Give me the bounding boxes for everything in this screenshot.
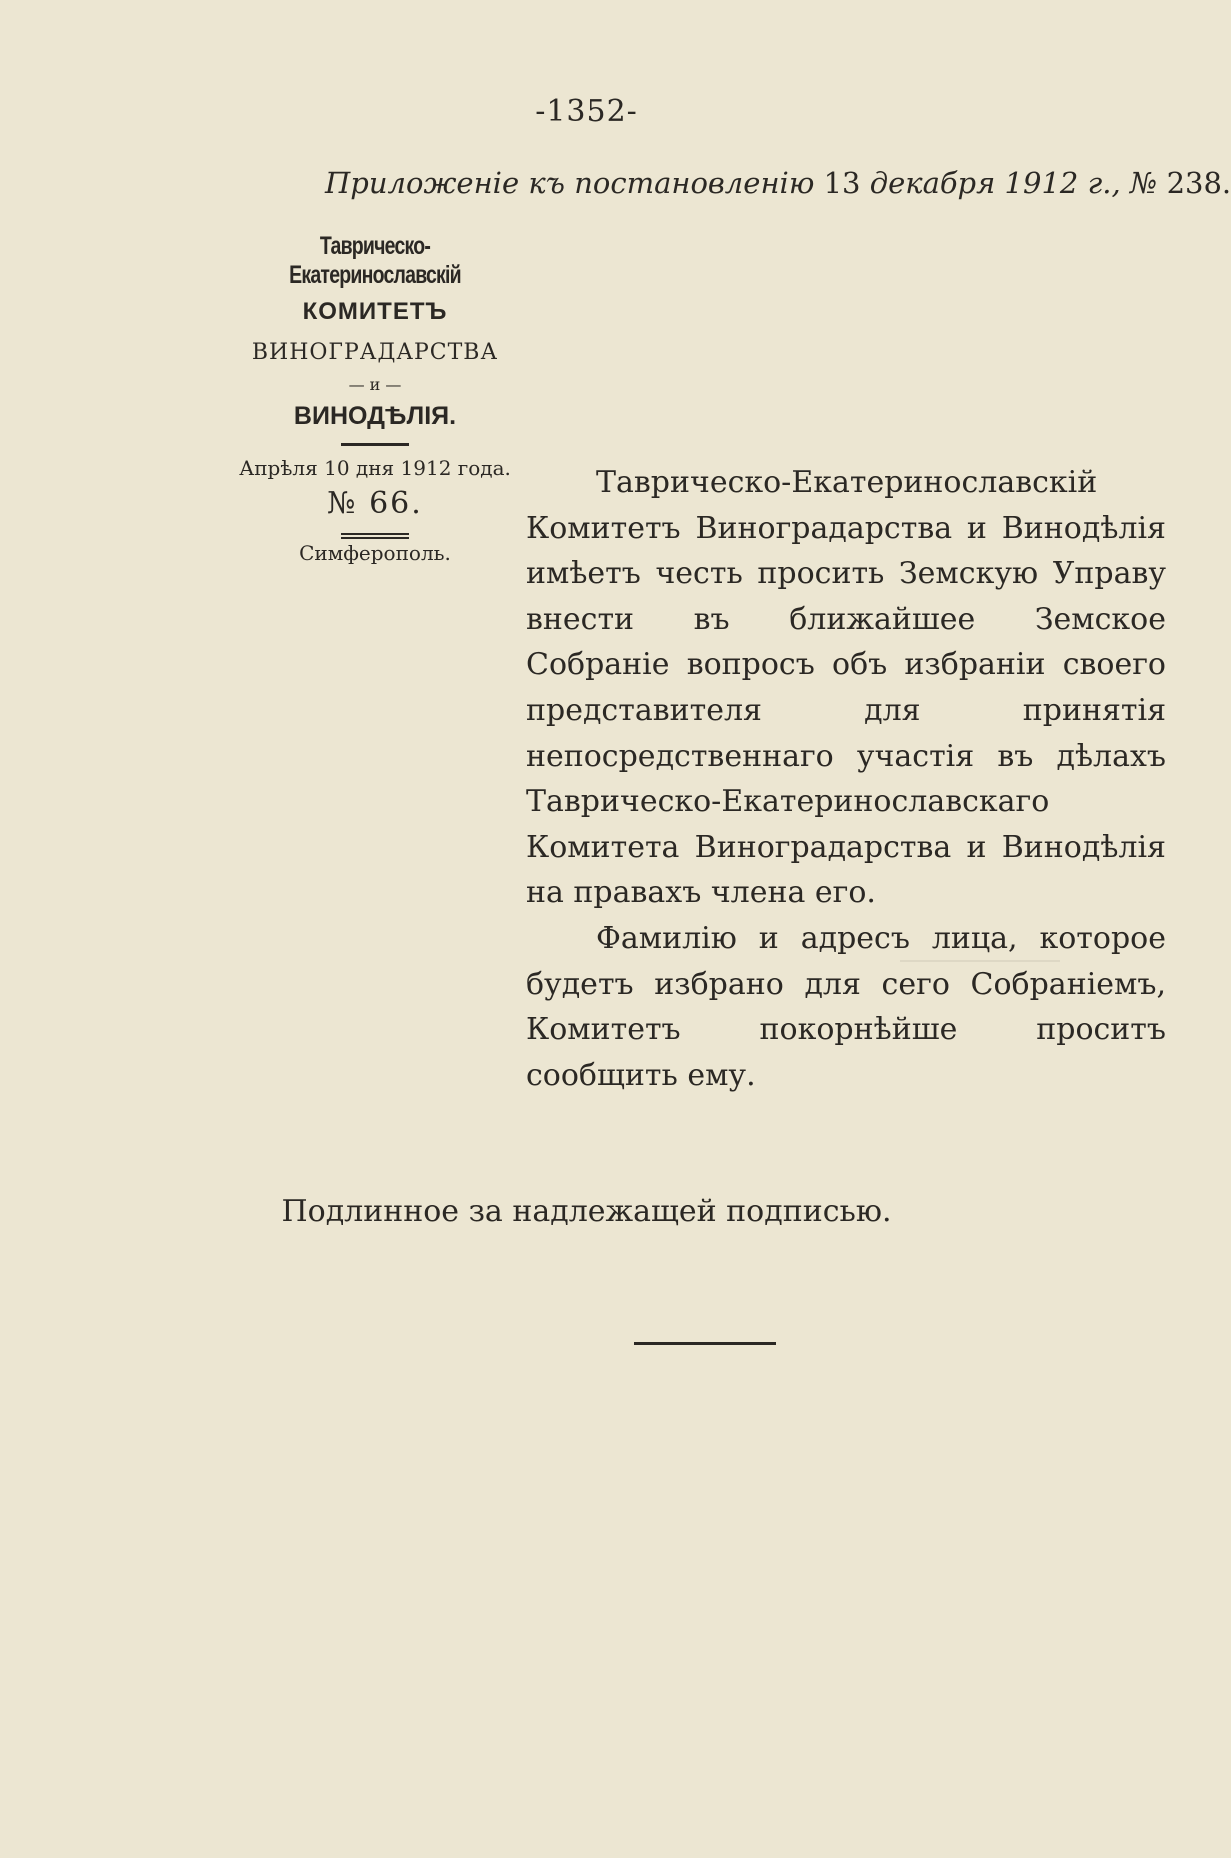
body-paragraph-1: Таврическо-Екатеринославскій Комитетъ Виноградарства и Винодѣлія имѣетъ честь просить Земскую Управу внести въ ближайшее Земское Собраніе вопросъ объ избраніи своего представителя для принятія непосредственнаго участія въ дѣлахъ Таврическо-Екатеринославскаго Комитета Виноградарства и Винодѣлія на правахъ члена его.: [526, 465, 1166, 911]
sender-line5: ВИНОДѢЛІЯ.: [293, 402, 457, 430]
sender-number: № 66.: [327, 486, 423, 521]
page-number: -1352-: [535, 94, 638, 129]
appendix-prefix: Приложеніе къ постановленію: [325, 166, 815, 200]
appendix-header: [325, 166, 1231, 200]
sender-line3: ВИНОГРАДАРСТВА: [251, 340, 499, 365]
sender-double-rule: [341, 533, 409, 539]
appendix-number-sign: №: [1129, 166, 1158, 200]
body-paragraph-2: Фамилію и адресъ лица, которое будетъ избрано для сего Собраніемъ, Комитетъ покорнѣйше проситъ сообщить ему.: [526, 920, 1166, 1093]
appendix-month: декабря: [869, 166, 996, 200]
sender-line2: КОМИТЕТЪ: [302, 298, 448, 325]
sender-divider: [341, 443, 409, 446]
sender-city: Симферополь.: [299, 541, 451, 565]
appendix-year-suffix: г.,: [1087, 166, 1121, 200]
letter-body: [526, 460, 1166, 1098]
sender-date: Апрѣля 10 дня 1912 года.: [239, 456, 511, 480]
appendix-year: 1912: [1004, 166, 1079, 200]
show-through-mark: [900, 960, 1060, 962]
appendix-number: 238.: [1166, 166, 1231, 200]
sender-line4: — и —: [348, 375, 402, 394]
appendix-day: 13: [823, 166, 861, 200]
sender-line1: Таврическо-Екатеринославскій: [289, 232, 461, 289]
end-rule: [634, 1342, 776, 1345]
sender-block: [220, 232, 530, 565]
closing-note: Подлинное за надлежащей подписью.: [281, 1194, 892, 1229]
